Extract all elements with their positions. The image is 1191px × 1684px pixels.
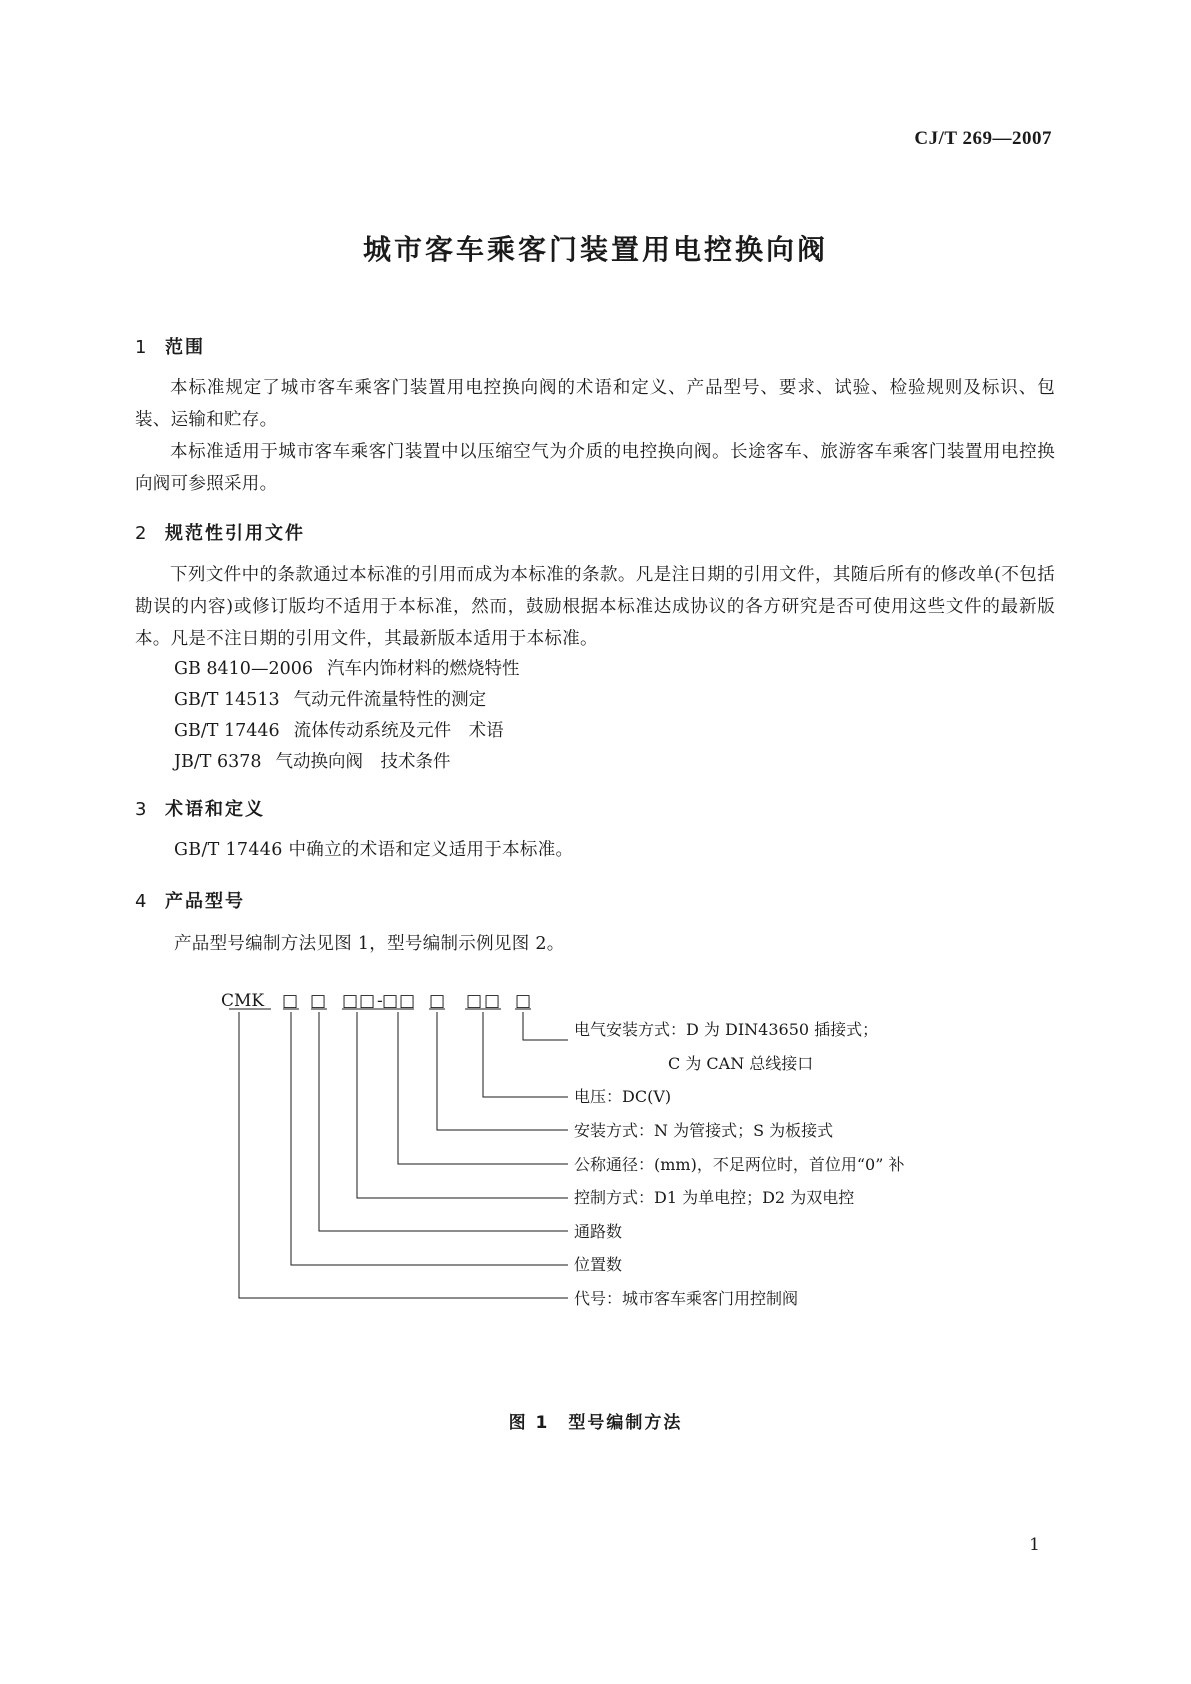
- reference-code: GB/T 17446: [174, 721, 280, 741]
- reference-code: GB/T 14513: [174, 690, 280, 710]
- code-box: □: [399, 991, 416, 1011]
- reference-code: JB/T 6378: [174, 752, 262, 772]
- paragraph: GB/T 17446 中确立的术语和定义适用于本标准。: [174, 840, 574, 860]
- section-number: 3: [135, 799, 149, 820]
- reference-title: 流体传动系统及元件 术语: [293, 721, 504, 741]
- section-number: 2: [135, 523, 149, 544]
- reference-title: 汽车内饰材料的燃烧特性: [326, 659, 520, 679]
- code-box: □: [484, 991, 501, 1011]
- section-title: 产品型号: [165, 891, 245, 912]
- reference-code: GB 8410—2006: [174, 659, 313, 679]
- code-box: □: [310, 991, 327, 1011]
- label-voltage: 电压：DC(V): [574, 1087, 672, 1106]
- label-code: 代号：城市客车乘客门用控制阀: [574, 1289, 799, 1308]
- connector-line-voltage: [483, 1012, 568, 1097]
- label-control-type: 控制方式：D1 为单电控；D2 为双电控: [574, 1188, 855, 1207]
- document-title: 城市客车乘客门装置用电控换向阀: [362, 233, 828, 266]
- code-box: □: [342, 991, 359, 1011]
- page-number: 1: [1029, 1535, 1040, 1555]
- label-electrical-install: 电气安装方式：D 为 DIN43650 插接式；: [574, 1020, 879, 1039]
- code-box: □: [466, 991, 483, 1011]
- reference-title: 气动换向阀 技术条件: [275, 752, 451, 772]
- section-title: 术语和定义: [165, 799, 265, 820]
- figure-caption: 图 1 型号编制方法: [508, 1413, 683, 1433]
- section-title: 规范性引用文件: [165, 523, 305, 544]
- code-box: □: [429, 991, 446, 1011]
- section-number: 1: [135, 337, 149, 358]
- code-box: □: [382, 991, 399, 1011]
- paragraph: 产品型号编制方法见图 1，型号编制示例见图 2。: [174, 934, 565, 954]
- paragraph: 本标准适用于城市客车乘客门装置中以压缩空气为介质的电控换向阀。长途客车、旅游客车乘客门装置用电控换向阀可参照采用。: [135, 442, 1055, 494]
- section-number: 4: [135, 891, 149, 912]
- code-hyphen: -: [377, 991, 383, 1011]
- label-can-interface: C 为 CAN 总线接口: [668, 1054, 814, 1073]
- reference-title: 气动元件流量特性的测定: [293, 690, 487, 710]
- code-box: □: [359, 991, 376, 1011]
- connector-line-mounting: [437, 1012, 568, 1130]
- label-nominal-bore: 公称通径：(mm)，不足两位时，首位用“0” 补: [574, 1155, 905, 1174]
- connector-line-electrical: [523, 1012, 568, 1040]
- connector-line-positions: [291, 1012, 568, 1265]
- label-port-count: 通路数: [574, 1222, 623, 1241]
- code-box: □: [515, 991, 532, 1011]
- label-position-count: 位置数: [574, 1255, 623, 1274]
- standard-code: CJ/T 269—2007: [914, 128, 1052, 149]
- label-mounting-type: 安装方式：N 为管接式；S 为板接式: [574, 1121, 834, 1140]
- section-title: 范围: [165, 337, 205, 358]
- code-box: □: [282, 991, 299, 1011]
- paragraph: 下列文件中的条款通过本标准的引用而成为本标准的条款。凡是注日期的引用文件，其随后所有的修改单(不包括勘误的内容)或修订版均不适用于本标准，然而，鼓励根据本标准达成协议的各方研究是否可使用这些文件的最新版本。凡是不注日期的引用文件，其最新版本适用于本标准。: [135, 565, 1055, 649]
- code-prefix: CMK: [221, 991, 265, 1011]
- connector-line-code: [239, 1012, 568, 1298]
- paragraph: 本标准规定了城市客车乘客门装置用电控换向阀的术语和定义、产品型号、要求、试验、检验规则及标识、包装、运输和贮存。: [135, 378, 1055, 430]
